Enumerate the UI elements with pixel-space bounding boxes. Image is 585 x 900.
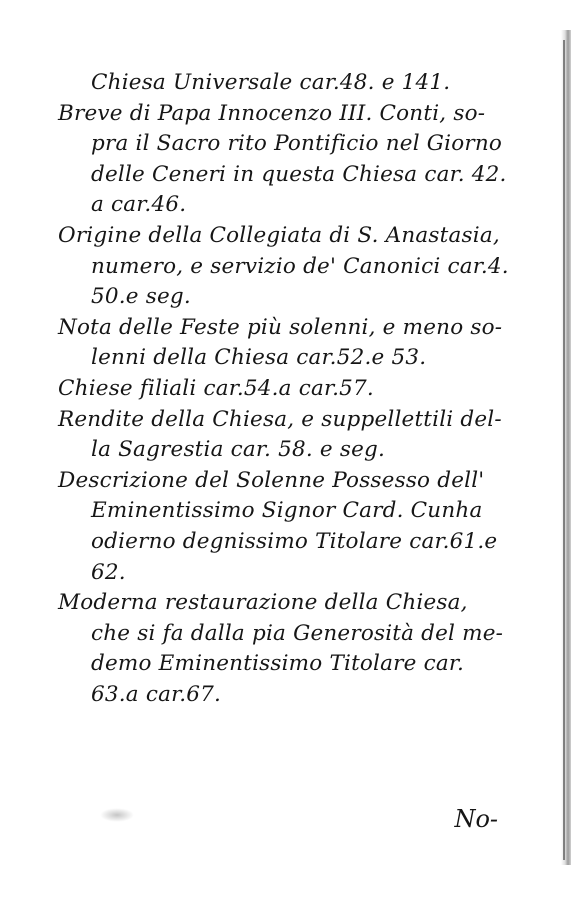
entry-line: Nota delle Feste più solenni, e meno so- [58,314,503,340]
entry-line: Origine della Collegiata di S. Anastasia, [58,222,500,248]
entry-line: 63.a car.67. [91,681,222,707]
catchword: No- [454,805,498,833]
entry-line: che si fa dalla pia Generosità del me- [91,620,504,646]
index-entry-origine-collegiata [58,221,518,313]
entry-line: Chiese filiali car.54.a car.57. [58,375,374,401]
entry-line: Breve di Papa Innocenzo III. Conti, so- [58,100,486,126]
entry-line: delle Ceneri in questa Chiesa car. 42. [91,161,507,187]
entry-line: Descrizione del Solenne Possesso dell' [58,467,485,493]
index-entry-chiese-filiali [58,374,518,405]
entry-line: Rendite della Chiesa, e suppellettili del- [58,406,502,432]
index-text-block [58,68,518,710]
entry-line: 62. [91,559,126,585]
ink-smudge [100,808,134,822]
entry-line: demo Eminentissimo Titolare car. [91,651,464,677]
entry-line: Moderna restaurazione della Chiesa, [58,590,468,616]
entry-line: lenni della Chiesa car.52.e 53. [91,345,427,371]
index-entry-moderna-restaurazione [58,588,518,710]
entry-line: pra il Sacro rito Pontificio nel Giorno [91,131,503,157]
index-entry-chiesa-universale [58,68,518,99]
index-entry-rendite-chiesa [58,405,518,466]
index-entry-descrizione-possesso [58,466,518,588]
entry-line: 50.e seg. [91,284,191,310]
entry-line: odierno degnissimo Titolare car.61.e [91,528,498,554]
entry-line: la Sagrestia car. 58. e seg. [91,437,386,463]
page-fold-line [563,40,565,860]
entry-line: a car.46. [91,192,187,218]
index-entry-nota-feste [58,313,518,374]
entry-line: numero, e servizio de' Canonici car.4. [91,253,509,279]
entry-line: Eminentissimo Signor Card. Cunha [91,498,483,524]
index-entry-breve-papa-innocenzo [58,99,518,221]
entry-line: Chiesa Universale car.48. e 141. [91,70,451,95]
